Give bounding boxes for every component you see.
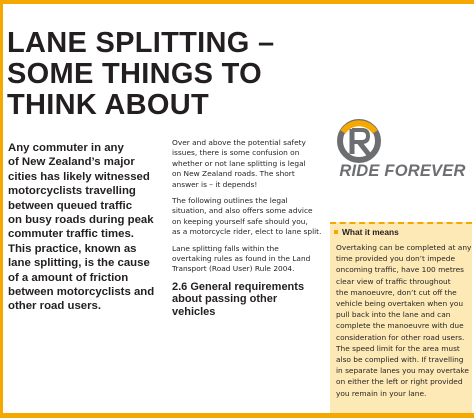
body-line: on New Zealand roads. The short	[172, 169, 295, 179]
body-line: as a motorcycle rider, elect to lane split.	[172, 227, 322, 237]
sidebar-line: clear view of traffic throughout	[336, 276, 451, 286]
sidebar-text	[336, 242, 472, 399]
article-title	[7, 28, 307, 121]
intro-line: between queued traffic	[8, 199, 133, 212]
sidebar-line: vehicle being overtaken when you	[336, 299, 464, 309]
body-line: whether or not lane splitting is legal	[172, 158, 306, 168]
top-border	[0, 0, 474, 4]
heading-line: 2.6 General requirements	[172, 280, 305, 293]
intro-line: on busy roads during peak	[8, 214, 154, 227]
logo-wordmark: RIDE FOREVER	[339, 162, 466, 180]
intro-line: commuter traffic times.	[8, 228, 134, 241]
ride-forever-r-icon	[337, 118, 381, 164]
intro-line: of a amount of friction	[8, 271, 129, 284]
sidebar-line: consideration for other road users.	[336, 332, 465, 342]
sidebar-line: you remain in your lane.	[336, 388, 427, 398]
body-line: overtaking rules as found in the Land	[172, 254, 311, 264]
body-line: on keeping yourself safe should you,	[172, 216, 308, 226]
sidebar-line: the manoeuvre, don’t cut off the	[336, 287, 457, 297]
sidebar-line: time provided you don’t impede	[336, 254, 455, 264]
intro-line: other road users.	[8, 300, 102, 313]
bottom-border	[0, 413, 474, 418]
section-heading	[172, 281, 324, 319]
intro-line: cities has likely witnessed	[8, 170, 150, 183]
body-column	[172, 138, 324, 319]
title-line: THINK ABOUT	[7, 89, 209, 121]
body-line: Lane splitting falls within the	[172, 243, 279, 253]
square-bullet-icon	[334, 230, 338, 234]
sidebar-line: also be complied with. If travelling	[336, 355, 464, 365]
sidebar-line: on either the left or right provided	[336, 377, 463, 387]
body-line: answer is – it depends!	[172, 179, 258, 189]
body-line: issues, there is some confusion on	[172, 148, 300, 158]
body-line: Transport (Road User) Rule 2004.	[172, 264, 295, 274]
body-paragraph	[172, 196, 324, 238]
sidebar-line: The speed limit for the area must	[336, 343, 460, 353]
sidebar-line: oncoming traffic, have 100 metres	[336, 265, 464, 275]
sidebar-line: Overtaking can be completed at any	[336, 243, 472, 252]
intro-line: Any commuter in any	[8, 142, 124, 154]
title-line: SOME THINGS TO	[7, 58, 263, 90]
sidebar-line: in separate lanes you may overtake	[336, 366, 469, 376]
intro-paragraph	[8, 141, 168, 314]
ride-forever-logo	[335, 118, 470, 190]
intro-line: This practice, known as	[8, 242, 137, 255]
body-paragraph	[172, 138, 324, 190]
sidebar-line: complete the manoeuvre with due	[336, 321, 464, 331]
body-line: situation, and also offers some advice	[172, 206, 313, 216]
heading-line: vehicles	[172, 306, 216, 319]
intro-line: of New Zealand’s major	[8, 156, 135, 169]
heading-line: about passing other	[172, 293, 278, 306]
intro-line: motorcyclists travelling	[8, 185, 136, 198]
sidebar-heading	[334, 227, 399, 237]
body-line: The following outlines the legal	[172, 196, 288, 206]
left-border	[0, 0, 3, 418]
sidebar-line: pull back into the lane and can	[336, 310, 451, 320]
sidebar-heading-text: What it means	[342, 227, 399, 237]
body-line: Over and above the potential safety	[172, 138, 306, 147]
title-line: LANE SPLITTING –	[7, 27, 275, 59]
what-it-means-box	[330, 222, 472, 413]
body-paragraph	[172, 244, 324, 275]
intro-line: between motorcyclists and	[8, 286, 155, 299]
intro-line: lane splitting, is the cause	[8, 257, 150, 270]
